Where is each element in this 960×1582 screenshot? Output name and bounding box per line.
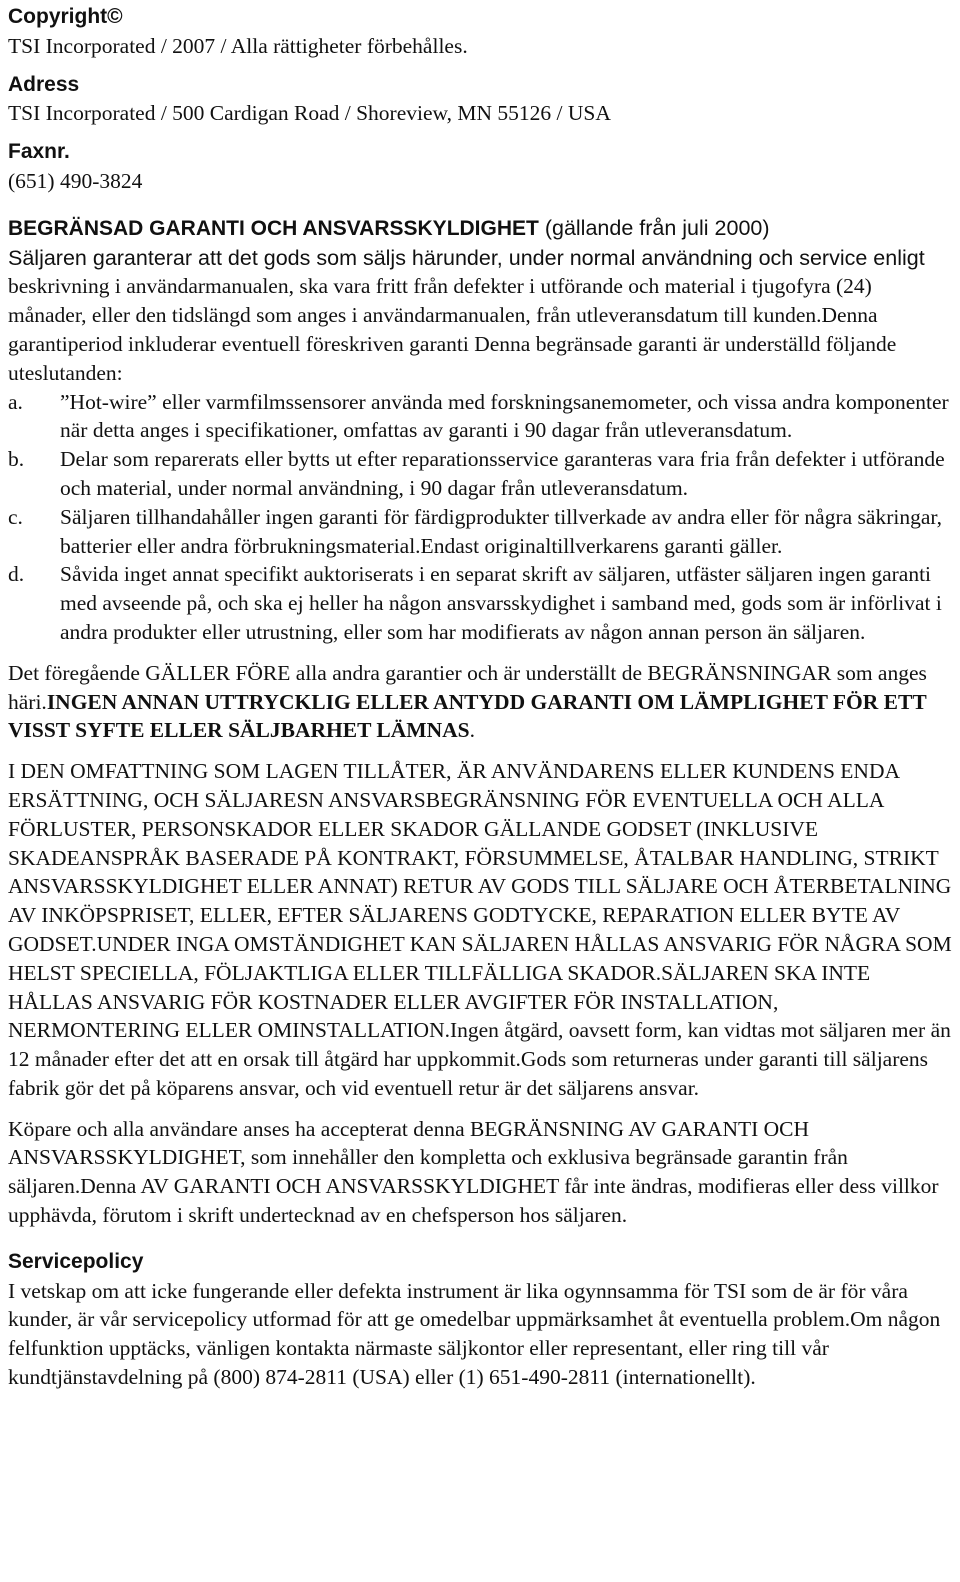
address-heading: Adress	[8, 72, 80, 96]
exclusions-list	[8, 388, 952, 647]
fax-text: (651) 490-3824	[8, 168, 143, 193]
exclusion-text: Såvida inget annat specifikt auktoriserats i en separat skrift av säljaren, utfäster säljaren ingen garanti med avseende på, och ska ej heller ha någon ansvarsskydighet i samband med, gods som är införlivat i andra produkter eller utrustning, eller som har modifierats av någon annan person än säljaren.	[60, 562, 942, 644]
copyright-heading: Copyright©	[8, 5, 123, 28]
exclusion-text: ”Hot-wire” eller varmfilmssensorer använda med forskningsanemometer, och vissa andra komponenter när detta anges i specifikationer, omfattas av garanti i 90 dagar från utleveransdatum.	[60, 389, 949, 443]
exclusion-text: Delar som reparerats eller bytts ut efter reparationsservice garanteras vara fria från defekter i utförande och material, under normal användning, i 90 dagar från utleveransdatum.	[60, 447, 945, 500]
service-heading: Servicepolicy	[8, 1249, 144, 1273]
address-text: TSI Incorporated / 500 Cardigan Road / Shoreview, MN 55126 / USA	[8, 101, 611, 126]
liability-paragraph: I DEN OMFATTNING SOM LAGEN TILLÅTER, ÄR ANVÄNDARENS ELLER KUNDENS ENDA ERSÄTTNING, OCH SÄLJARESN ANSVARSBEGRÄNSNING FÖR EVENTUELLA OCH ALLA FÖRLUSTER, PERSONSKADOR ELLER SKADOR GÄLLANDE GODSET (INKLUSIVE SKADEANSPRÅK BASERADE PÅ KONTRAKT, FÖRSUMMELSE, ÅTALBAR HANDLING, STRIKT ANSVARSSKYLDIGHET ELLER ANNAT) RETUR AV GODS TILL SÄLJARE OCH ÅTERBETALNING AV INKÖPSPRISET, ELLER, EFTER SÄLJARENS GODTYCKE, REPARATION ELLER BYTE AV GODSET.UNDER INGA OMSTÄNDIGHET KAN SÄLJAREN HÅLLAS ANSVARIG FÖR NÅGRA SOM HELST SPECIELLA, FÖLJAKTLIGA ELLER TILLFÄLLIGA SKADOR.SÄLJAREN SKA INTE HÅLLAS ANSVARIG FÖR KOSTNADER ELLER AVGIFTER FÖR INSTALLATION, NERMONTERING ELLER OMINSTALLATION.Ingen åtgärd, oavsett form, kan vidtas mot säljaren mer än 12 månader efter det att en orsak till åtgärd har uppkommit.Gods som returneras under garanti till säljarens fabrik gör det på köparens ansvar, och vid eventuell retur är det säljarens ansvar.	[8, 759, 952, 1100]
service-section	[8, 1248, 952, 1392]
precedence-paragraph	[8, 659, 952, 745]
exclusion-text: Säljaren tillhandahåller ingen garanti för färdigprodukter tillverkade av andra eller för några säkringar, batterier eller andra förbrukningsmaterial.Endast originaltillverkarens garanti gäller.	[60, 504, 943, 558]
address-section	[8, 71, 952, 129]
precedence-bold-text: INGEN ANNAN UTTRYCKLIG ELLER ANTYDD GARANTI OM LÄMPLIGHET FÖR ETT VISST SYFTE ELLER SÄLJBARHET LÄMNAS	[8, 689, 927, 743]
fax-heading: Faxnr.	[8, 140, 70, 164]
warranty-intro-rest: beskrivning i användarmanualen, ska vara fritt från defekter i utförande och material i tjugofyra (24) månader, eller den tidslängd som anges i användarmanualen, från utleveransdatum till kunden.Denna garantiperiod inkluderar eventuell föreskriven garanti Denna begränsade garanti är underställd följande uteslutanden:	[8, 274, 897, 385]
exclusion-item-a	[8, 388, 952, 446]
warranty-heading-suffix: (gällande från juli 2000)	[538, 215, 770, 240]
list-marker: d.	[8, 562, 25, 587]
warranty-intro-line1: Säljaren garanterar att det gods som säljs härunder, under normal användning och service enligt	[8, 245, 925, 270]
fax-section	[8, 138, 952, 196]
list-marker: a.	[8, 389, 23, 414]
service-text: I vetskap om att icke fungerande eller defekta instrument är lika ogynnsamma för TSI som de är för våra kunder, är vår servicepolicy utformad för att ge omedelbar uppmärksamhet åt eventuella problem.Om någon felfunktion upptäcks, vänligen kontakta närmaste säljkontor eller representant, eller ring till vår kundtjänstavdelning på (800) 874-2811 (USA) eller (1) 651-490-2811 (internationellt).	[8, 1278, 941, 1390]
warranty-heading: BEGRÄNSAD GARANTI OCH ANSVARSSKYLDIGHET	[8, 216, 539, 240]
precedence-end: .	[469, 718, 475, 743]
exclusion-item-c	[8, 503, 952, 561]
exclusion-item-b	[8, 445, 952, 503]
warranty-heading-line	[8, 214, 952, 244]
exclusion-item-d	[8, 560, 952, 646]
warranty-section	[8, 214, 952, 1230]
list-marker: b.	[8, 447, 25, 472]
copyright-section	[8, 3, 952, 61]
acceptance-paragraph: Köpare och alla användare anses ha accepterat denna BEGRÄNSNING AV GARANTI OCH ANSVARSSKYLDIGHET, som innehåller den kompletta och exklusiva begränsade garantin från säljaren.Denna AV GARANTI OCH ANSVARSSKYLDIGHET får inte ändras, modifieras eller dess villkor upphävda, förutom i skrift undertecknad av en chefsperson hos säljaren.	[8, 1116, 939, 1228]
precedence-text: Det föregående GÄLLER FÖRE alla andra garantier och är underställt de BEGRÄNSNINGAR som anges häri.	[8, 660, 927, 714]
list-marker: c.	[8, 504, 23, 529]
copyright-text: TSI Incorporated / 2007 / Alla rättigheter förbehålles.	[8, 33, 468, 58]
